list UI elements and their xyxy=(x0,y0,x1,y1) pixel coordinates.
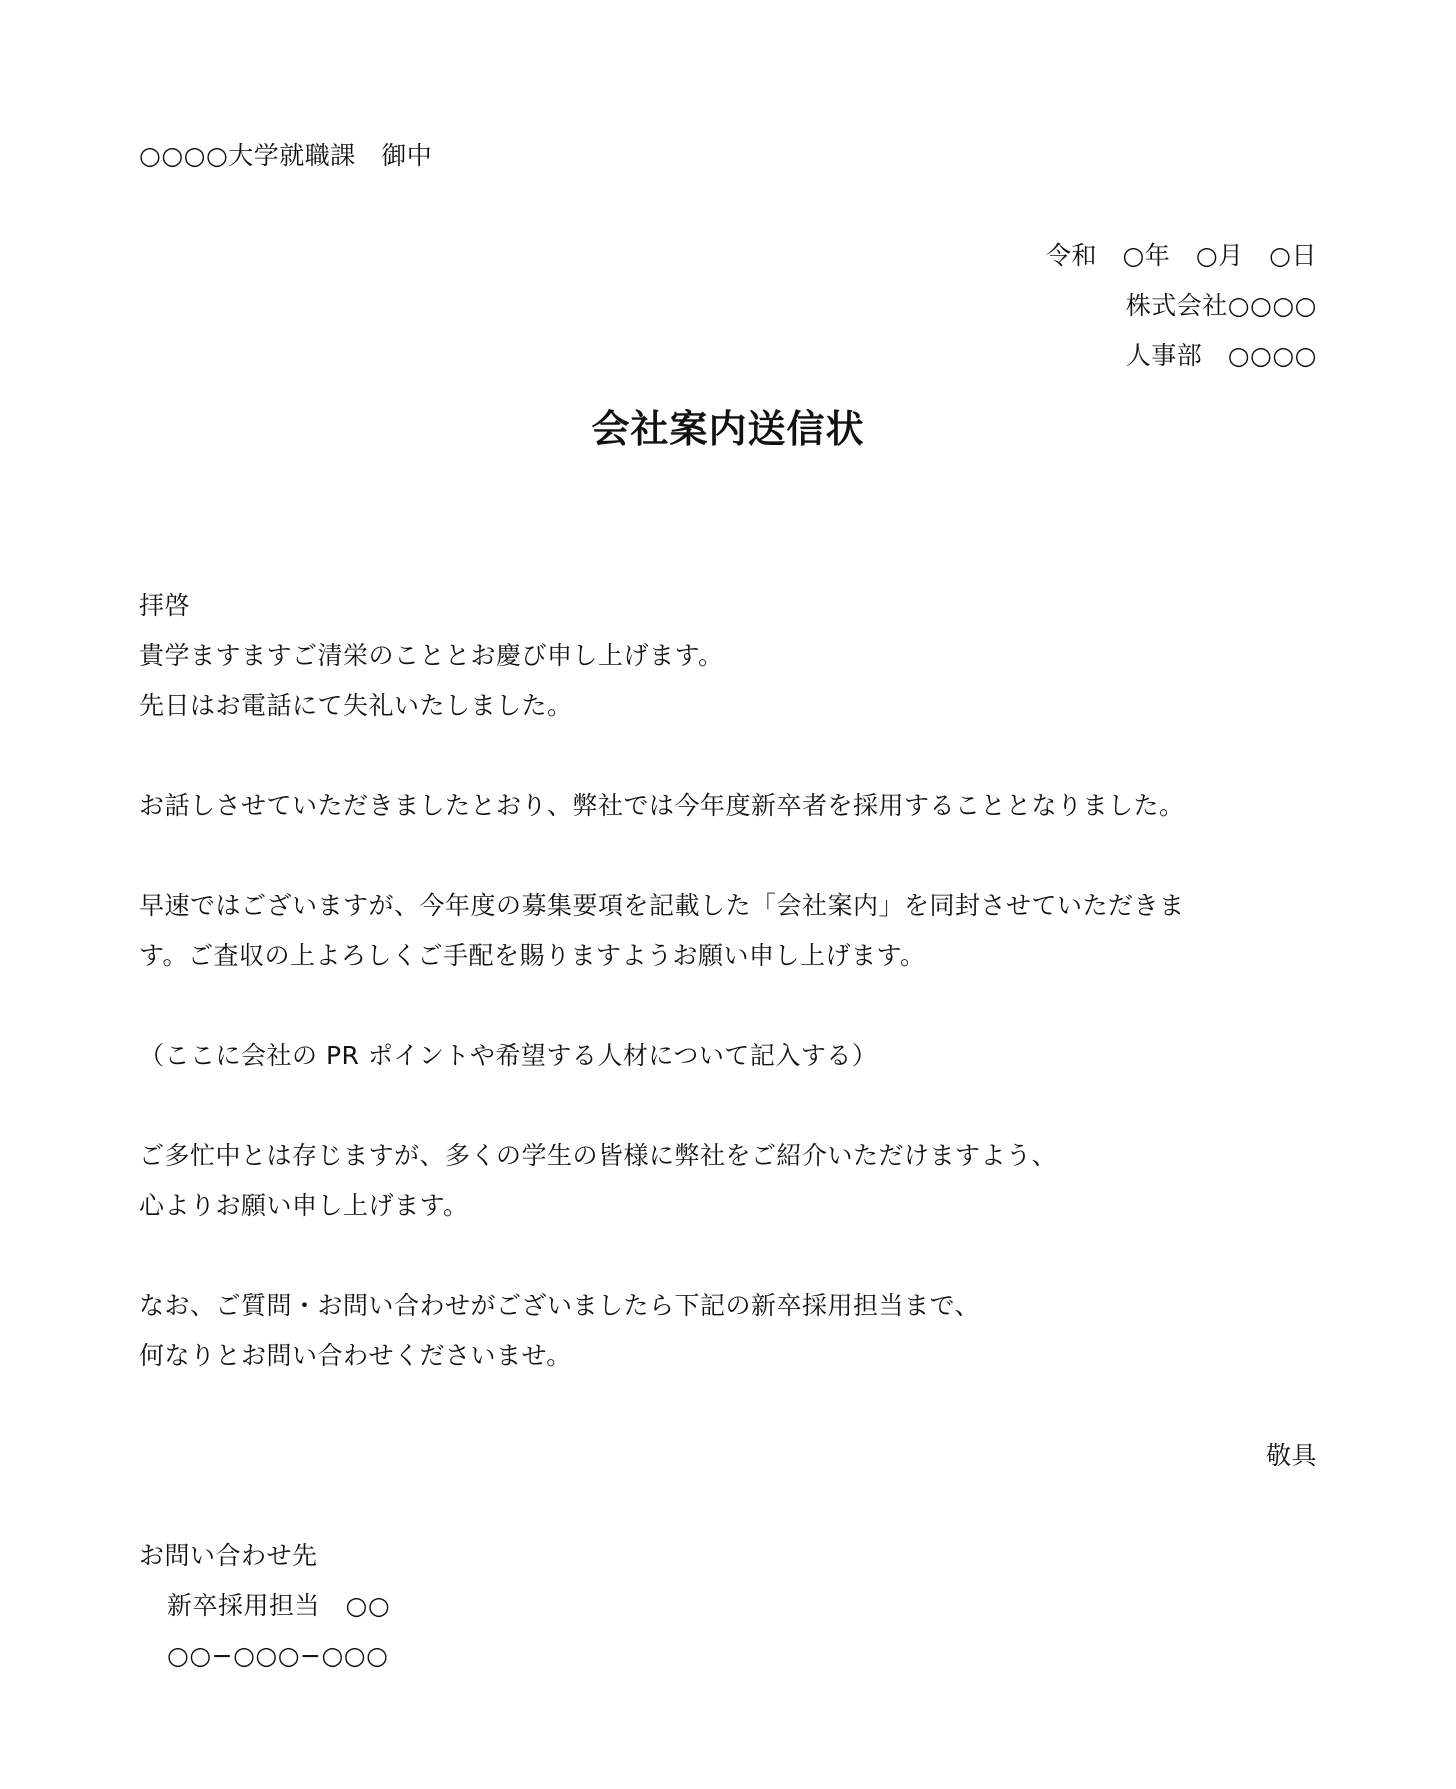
contact-person: 新卒採用担当 ○○ xyxy=(167,1591,391,1620)
document-title: 会社案内送信状 xyxy=(591,407,865,451)
date: 令和 ○年 ○月 ○日 xyxy=(1046,241,1317,270)
paragraph-1: お話しさせていただきましたとおり、弊社では今年度新卒者を採用することとなりました。 xyxy=(139,791,1185,820)
salutation: 拝啓 xyxy=(139,591,191,620)
paragraph-4-line-1: ご多忙中とは存じますが、多くの学生の皆様に弊社をご紹介いただけますよう、 xyxy=(139,1141,1058,1170)
recipient: ○○○○大学就職課 御中 xyxy=(139,141,433,170)
paragraph-2-line-1: 早速ではございますが、今年度の募集要項を記載した「会社案内」を同封させていただきま xyxy=(139,891,1185,920)
closing: 敬具 xyxy=(1265,1441,1317,1470)
paragraph-4-line-2: 心よりお願い申し上げます。 xyxy=(139,1191,469,1220)
paragraph-5-line-1: なお、ご質問・お問い合わせがございましたら下記の新卒採用担当まで、 xyxy=(139,1291,981,1320)
sender-company: 株式会社○○○○ xyxy=(1125,291,1317,320)
sender-department: 人事部 ○○○○ xyxy=(1125,341,1317,370)
paragraph-3: （ここに会社の PR ポイントや希望する人材について記入する） xyxy=(139,1041,878,1070)
paragraph-5-line-2: 何なりとお問い合わせくださいませ。 xyxy=(139,1341,572,1370)
paragraph-2-line-2: す。ご査収の上よろしくご手配を賜りますようお願い申し上げます。 xyxy=(139,941,926,970)
contact-heading: お問い合わせ先 xyxy=(139,1541,318,1570)
greeting-line-1: 貴学ますますご清栄のこととお慶び申し上げます。 xyxy=(139,641,724,670)
contact-phone: ○○−○○○−○○○ xyxy=(167,1641,389,1670)
greeting-line-2: 先日はお電話にて失礼いたしました。 xyxy=(139,691,573,720)
